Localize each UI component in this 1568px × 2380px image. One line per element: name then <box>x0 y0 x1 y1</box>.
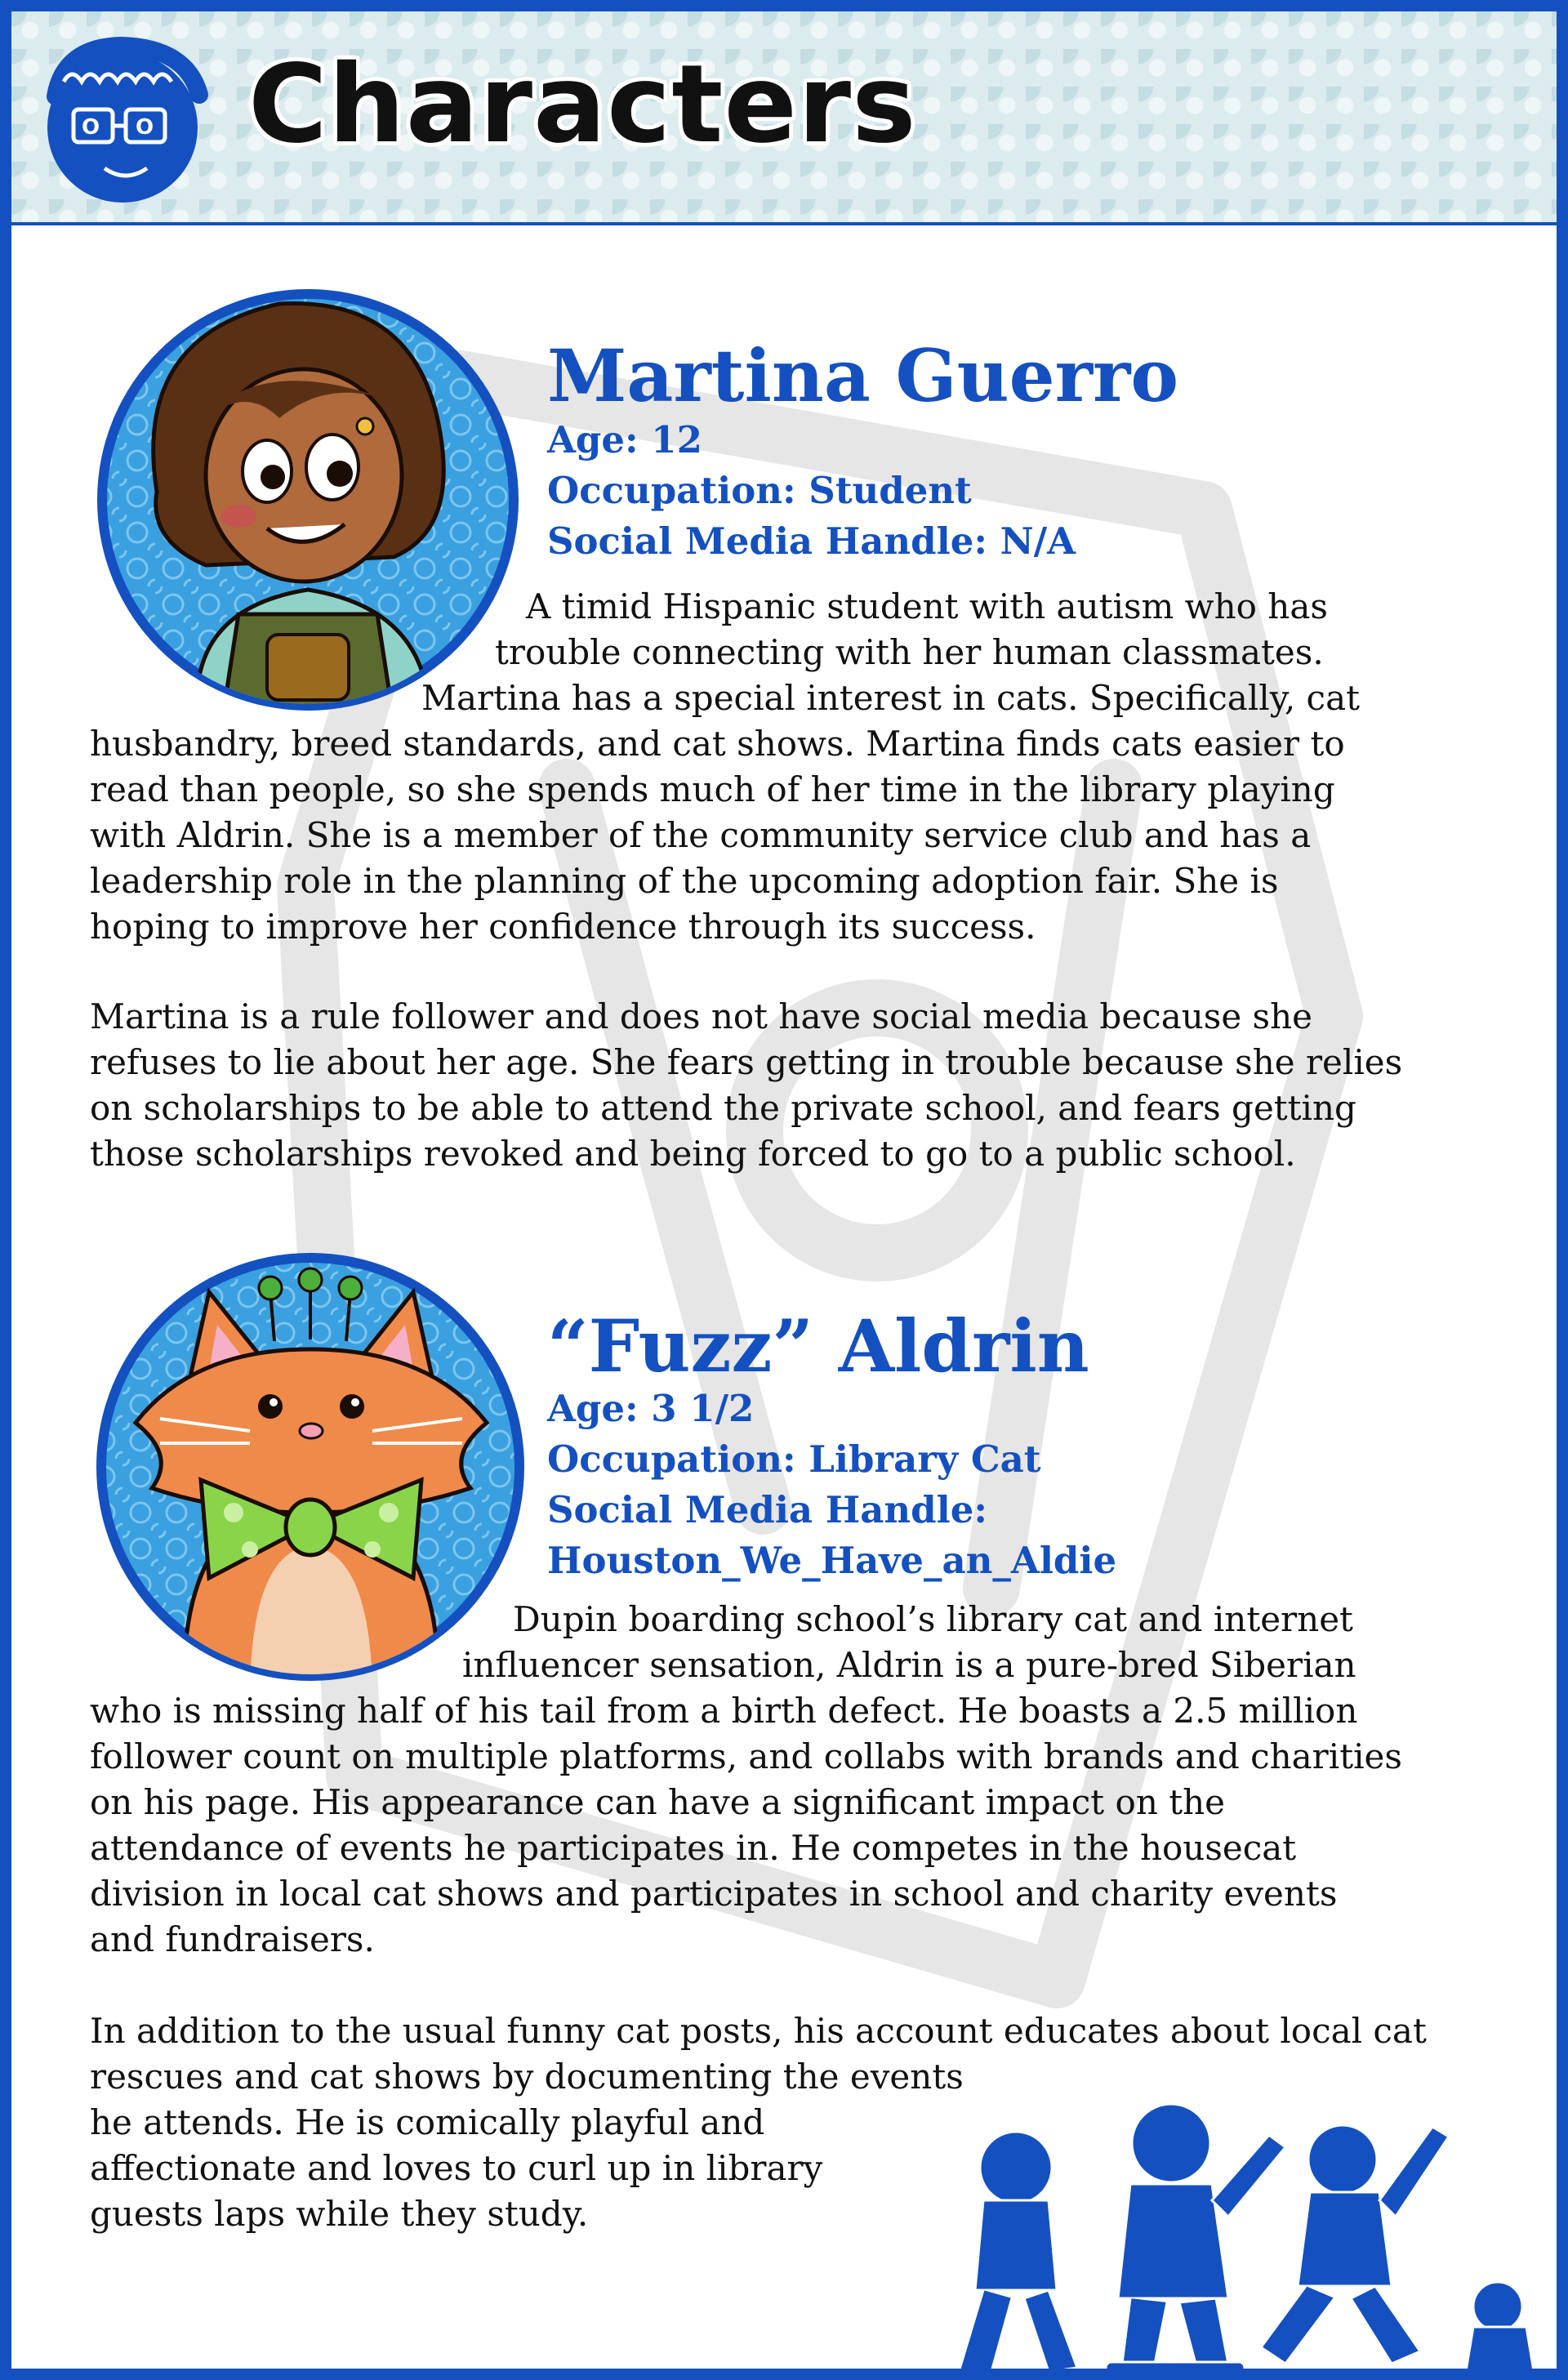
description-line: influencer sensation, Aldrin is a pure-bred Siberian <box>462 1645 1356 1685</box>
description-line: Martina is a rule follower and does not have social media because she <box>90 996 1313 1036</box>
description-line: with Aldrin. She is a member of the community service club and has a <box>90 815 1312 855</box>
description-line: attendance of events he participates in. He competes in the housecat <box>90 1828 1297 1868</box>
description-line: affectionate and loves to curl up in library <box>90 2148 823 2188</box>
character-name: Martina Guerro <box>547 333 1179 418</box>
description-line: who is missing half of his tail from a birth defect. He boasts a 2.5 million <box>90 1691 1358 1731</box>
description-line: read than people, so she spends much of her time in the library playing <box>90 769 1335 809</box>
character-name: “Fuzz” Aldrin <box>547 1304 1089 1388</box>
logo-icon <box>31 31 217 204</box>
character-occupation: Occupation: Library Cat <box>547 1437 1041 1481</box>
description-line: he attends. He is comically playful and <box>90 2102 765 2142</box>
description-line: guests laps while they study. <box>90 2194 589 2234</box>
character-figures-illustration <box>926 2086 1563 2380</box>
description-line: those scholarships revoked and being forced to go to a public school. <box>90 1134 1296 1174</box>
character-social-handle-label: Social Media Handle: <box>547 1488 987 1531</box>
description-line: leadership role in the planning of the upcoming adoption fair. She is <box>90 861 1279 901</box>
description-line: on scholarships to be able to attend the private school, and fears getting <box>90 1088 1356 1128</box>
description-line: Martina has a special interest in cats. Specifically, cat <box>421 678 1360 718</box>
description-line: and fundraisers. <box>90 1919 375 1959</box>
character-age: Age: 3 1/2 <box>547 1387 755 1430</box>
description-line: A timid Hispanic student with autism who has <box>526 586 1328 626</box>
header-banner <box>11 11 1557 225</box>
page-title: Characters <box>248 42 917 167</box>
martina-portrait <box>83 263 532 712</box>
description-line: Dupin boarding school’s library cat and internet <box>513 1599 1353 1639</box>
character-occupation: Occupation: Student <box>547 469 972 512</box>
description-line: refuses to lie about her age. She fears getting in trouble because she relies <box>90 1042 1403 1082</box>
description-line: husbandry, breed standards, and cat shows. Martina finds cats easier to <box>90 724 1345 764</box>
character-social-handle: Social Media Handle: N/A <box>547 519 1076 563</box>
description-line: hoping to improve her confidence through its success. <box>90 907 1036 947</box>
description-line: follower count on multiple platforms, and collabs with brands and charities <box>90 1736 1402 1776</box>
character-age: Age: 12 <box>547 418 702 461</box>
description-line: In addition to the usual funny cat posts, his account educates about local cat <box>90 2011 1427 2051</box>
svg-text:O: O <box>136 115 154 140</box>
character-social-handle: Houston_We_Have_an_Aldie <box>547 1539 1117 1582</box>
description-line: trouble connecting with her human classmates. <box>495 632 1324 672</box>
description-line: division in local cat shows and participates in school and charity events <box>90 1874 1338 1914</box>
svg-text:O: O <box>82 115 100 140</box>
aldrin-portrait <box>87 1243 534 1691</box>
description-line: on his page. His appearance can have a significant impact on the <box>90 1782 1225 1822</box>
description-line: rescues and cat shows by documenting the events <box>90 2057 964 2097</box>
